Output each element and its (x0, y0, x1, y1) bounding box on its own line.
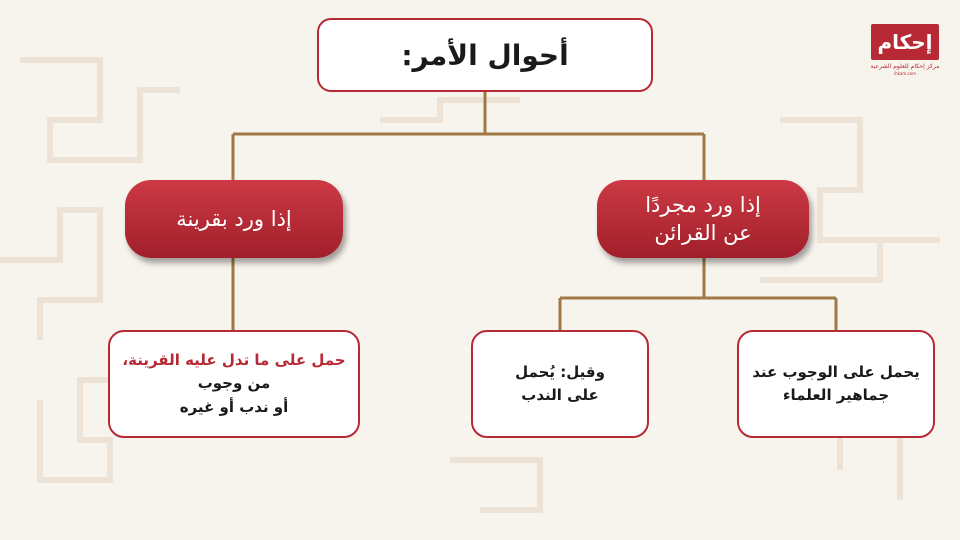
branch-without-indicator-line1: إذا ورد مجردًا (645, 192, 761, 217)
branch-without-indicator (597, 180, 809, 258)
diagram-title-box (317, 18, 653, 92)
majority-view-line2: جماهير العلماء (782, 386, 890, 404)
with-indicator-ruling-line1: حمل على ما تدل عليه القرينة، (122, 351, 346, 370)
with-indicator-ruling (108, 330, 360, 438)
branch-without-indicator-line2: عن القرائن (654, 221, 752, 245)
other-view-ruling (471, 330, 649, 438)
logo-handle: ihkam.com (893, 71, 917, 76)
diagram-title: أحوال الأمر: (401, 38, 569, 72)
branch-with-indicator (125, 180, 343, 258)
logo-mark (871, 24, 939, 60)
logo (862, 24, 948, 90)
majority-view-line1: يحمل على الوجوب عند (752, 362, 920, 381)
with-indicator-ruling-line2: من وجوب (197, 374, 271, 393)
logo-name: إحكام (877, 30, 933, 54)
with-indicator-ruling-line3: أو ندب أو غيره (179, 397, 289, 416)
majority-view-ruling (737, 330, 935, 438)
other-view-line1: وقيل: يُحمل (515, 362, 605, 381)
logo-subtitle: مركز إحكام للعلوم الشرعية (870, 63, 940, 70)
other-view-line2: على الندب (521, 386, 599, 404)
branch-with-indicator-label: إذا ورد بقرينة (176, 206, 292, 231)
